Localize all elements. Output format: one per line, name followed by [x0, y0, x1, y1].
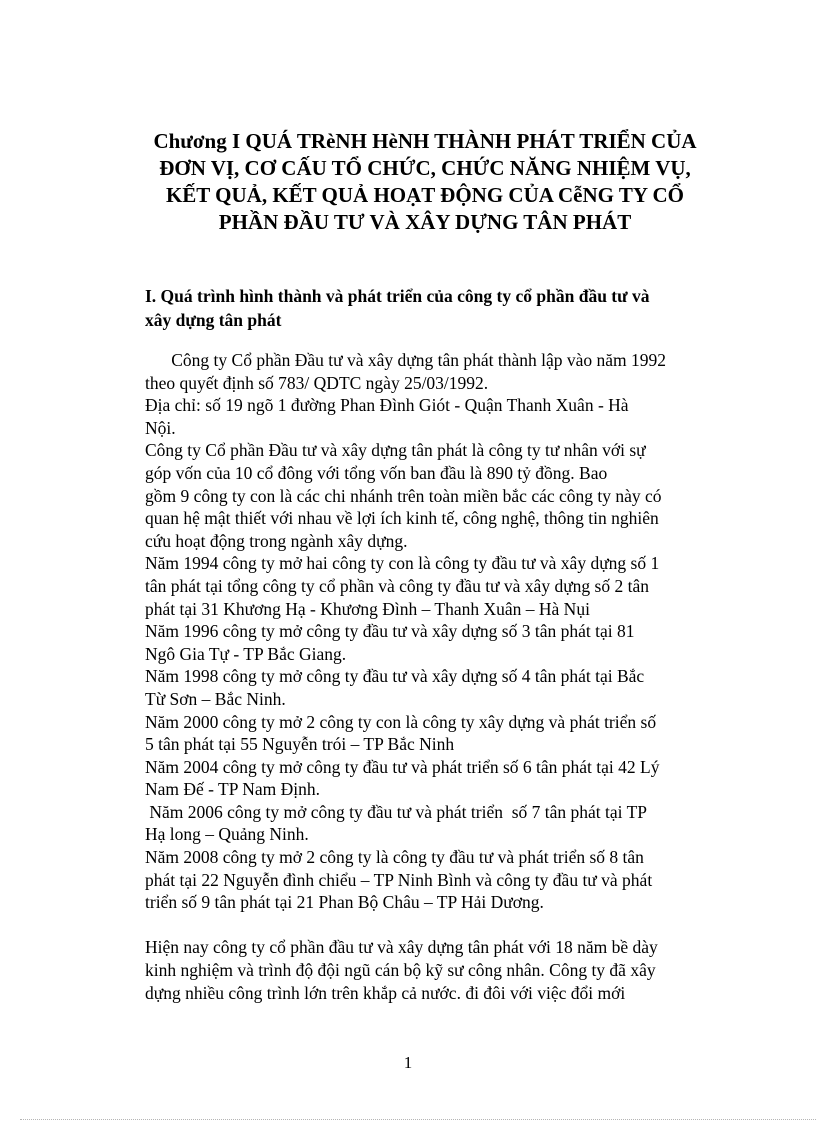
body-line: Công ty Cổ phần Đầu tư và xây dựng tân phát là công ty tư nhân với sự [145, 440, 646, 461]
body-line: Năm 1996 công ty mở công ty đầu tư và xây dựng số 3 tân phát tại 81 [145, 621, 635, 642]
body-line: theo quyết định số 783/ QDTC ngày 25/03/1992. [145, 372, 489, 393]
chapter-title-line: PHẦN ĐẦU TƯ VÀ XÂY DỰNG TÂN PHÁT [218, 210, 632, 234]
body-line: cứu hoạt động trong ngành xây dựng. [145, 530, 408, 551]
body-line: Hạ long – Quảng Ninh. [145, 824, 309, 845]
body-line: Năm 2008 công ty mở 2 công ty là công ty đầu tư và phát triển số 8 tân [145, 847, 644, 868]
page-number: 1 [403, 1053, 413, 1072]
body-line: dựng nhiều công trình lớn trên khắp cả nước. đi đôi với việc đổi mới [145, 982, 626, 1003]
section-heading [145, 284, 705, 332]
body-text [145, 349, 705, 1004]
body-line: Ngô Gia Tự - TP Bắc Giang. [145, 643, 347, 664]
body-line: Năm 1994 công ty mở hai công ty con là công ty đầu tư và xây dựng số 1 [145, 553, 660, 574]
body-line: Năm 2004 công ty mở công ty đầu tư và phát triển số 6 tân phát tại 42 Lý [145, 756, 660, 777]
body-line: triển số 9 tân phát tại 21 Phan Bộ Châu – TP Hải Dương. [145, 892, 544, 913]
section-heading-line: xây dựng tân phát [145, 310, 282, 330]
body-line: góp vốn của 10 cổ đông với tổng vốn ban đầu là 890 tỷ đồng. Bao [145, 462, 608, 483]
body-line: phát tại 22 Nguyễn đình chiểu – TP Ninh Bình và công ty đầu tư và phát [145, 869, 653, 890]
body-line: Nội. [145, 417, 176, 438]
body-line: tân phát tại tổng công ty cổ phần và công ty đầu tư và xây dựng số 2 tân [145, 575, 649, 596]
paragraph-gap [145, 914, 705, 937]
body-line: kinh nghiệm và trình độ đội ngũ cán bộ kỹ sư công nhân. Công ty đã xây [145, 960, 656, 981]
body-line: 5 tân phát tại 55 Nguyễn trói – TP Bắc Ninh [145, 734, 455, 755]
body-line: gồm 9 công ty con là các chi nhánh trên toàn miền bắc các công ty này có [145, 485, 662, 506]
body-line: Năm 2006 công ty mở công ty đầu tư và phát triển số 7 tân phát tại TP [145, 801, 648, 822]
section-heading-line: I. Quá trình hình thành và phát triển của công ty cổ phần đầu tư và [145, 286, 650, 306]
page-bottom-divider [20, 1119, 816, 1120]
body-line: Nam Đế - TP Nam Định. [145, 779, 320, 800]
body-line: Công ty Cổ phần Đầu tư và xây dựng tân phát thành lập vào năm 1992 [145, 350, 667, 370]
body-line: Năm 1998 công ty mở công ty đầu tư và xây dựng số 4 tân phát tại Bắc [145, 666, 645, 687]
body-line: Địa chỉ: số 19 ngõ 1 đường Phan Đình Giót - Quận Thanh Xuân - Hà [145, 395, 629, 416]
body-line: phát tại 31 Khương Hạ - Khương Đình – Thanh Xuân – Hà Nụi [145, 598, 590, 619]
chapter-title [100, 128, 750, 236]
chapter-title-line: ĐƠN VỊ, CƠ CẤU TỔ CHỨC, CHỨC NĂNG NHIỆM VỤ, [159, 156, 691, 180]
body-line: Năm 2000 công ty mở 2 công ty con là công ty xây dựng và phát triển số [145, 711, 657, 732]
chapter-title-line: KẾT QUẢ, KẾT QUẢ HOẠT ĐỘNG CỦA CễNG TY CỔ [165, 183, 685, 207]
body-line: Từ Sơn – Bắc Ninh. [145, 688, 286, 709]
chapter-title-line: Chương I QUÁ TRèNH HèNH THÀNH PHÁT TRIỂN CỦA [153, 129, 697, 153]
body-line: Hiện nay công ty cổ phần đầu tư và xây dựng tân phát với 18 năm bề dày [145, 937, 658, 958]
body-line: quan hệ mật thiết với nhau về lợi ích kinh tế, công nghệ, thông tin nghiên [145, 508, 659, 529]
